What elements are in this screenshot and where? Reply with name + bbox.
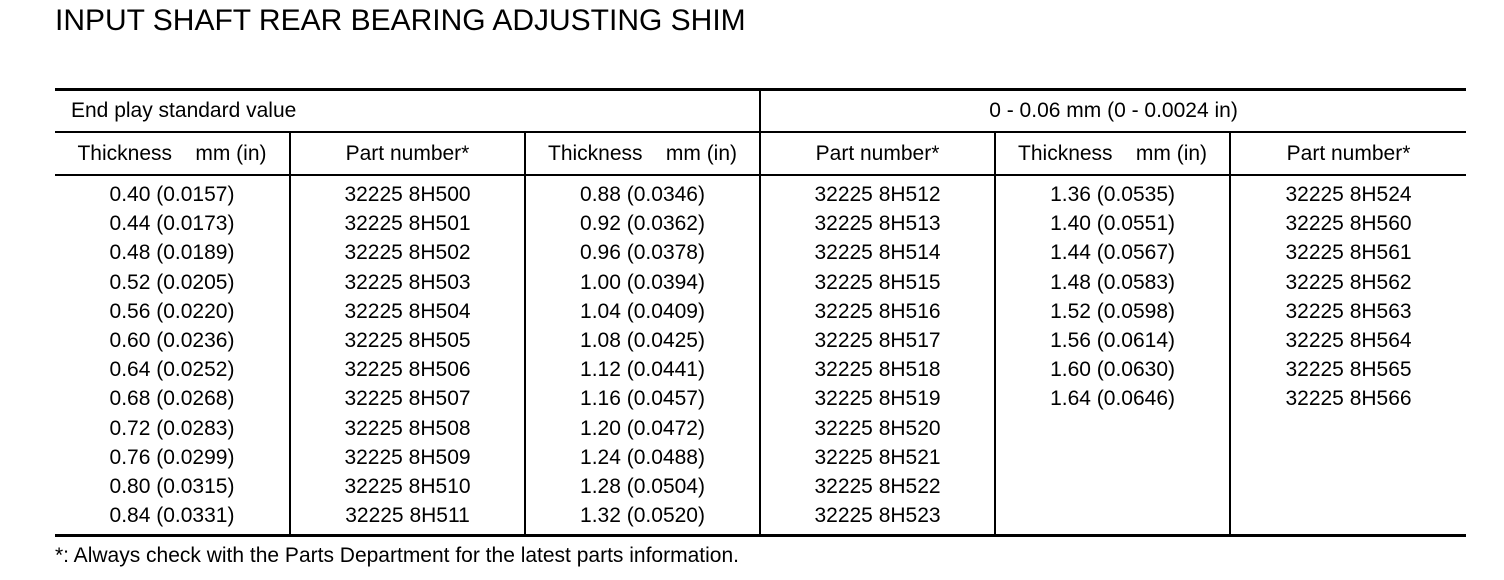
part-number: 32225 8H515: [814, 270, 941, 294]
part-number-header: Part number*: [290, 132, 525, 175]
thickness-value: 0.56 (0.0220): [109, 299, 235, 323]
part-number: 32225 8H563: [1285, 299, 1412, 323]
thickness-value: 0.84 (0.0331): [109, 504, 235, 528]
column-header-row: [55, 132, 1466, 175]
part-number: 32225 8H508: [344, 416, 471, 440]
thickness-value: 0.48 (0.0189): [109, 241, 235, 265]
part-number: 32225 8H520: [814, 416, 941, 440]
thickness-header: Thickness mm (in): [995, 132, 1230, 175]
thickness-value: 1.64 (0.0646): [1050, 387, 1175, 411]
part-number: 32225 8H516: [814, 299, 941, 323]
thickness-value: 1.44 (0.0567): [1050, 241, 1175, 265]
part-number: 32225 8H564: [1285, 328, 1412, 352]
part-number: 32225 8H561: [1285, 241, 1412, 265]
thickness-value: 0.68 (0.0268): [109, 387, 235, 411]
part-number: 32225 8H505: [344, 328, 471, 352]
part-number: 32225 8H524: [1285, 183, 1412, 206]
thickness-value-list: [526, 180, 759, 530]
part-number: 32225 8H509: [344, 445, 471, 469]
part-number: 32225 8H518: [814, 358, 941, 382]
thickness-value: 1.56 (0.0614): [1050, 328, 1175, 352]
part-number: 32225 8H522: [814, 474, 941, 498]
part-number: 32225 8H513: [814, 212, 941, 236]
thickness-header: Thickness mm (in): [525, 132, 760, 175]
thickness-value: 1.24 (0.0488): [580, 445, 705, 469]
thickness-value: 0.88 (0.0346): [580, 183, 705, 206]
thickness-value: 0.64 (0.0252): [109, 358, 235, 382]
part-number: 32225 8H501: [344, 212, 471, 236]
thickness-value: 0.96 (0.0378): [580, 241, 705, 265]
data-row: [55, 175, 1466, 536]
part-number: 32225 8H562: [1285, 270, 1412, 294]
thickness-column-1: [55, 175, 290, 536]
thickness-value: 0.60 (0.0236): [109, 328, 235, 352]
part-column-3: [1230, 175, 1466, 536]
thickness-value: 1.28 (0.0504): [580, 474, 705, 498]
part-number: 32225 8H523: [814, 504, 941, 528]
thickness-value: 1.04 (0.0409): [580, 299, 705, 323]
thickness-value-list: [996, 180, 1229, 414]
thickness-value: 1.00 (0.0394): [580, 270, 705, 294]
part-number-list: [761, 180, 994, 530]
part-number: 32225 8H503: [344, 270, 471, 294]
thickness-value: 0.76 (0.0299): [109, 445, 235, 469]
thickness-value: 0.72 (0.0283): [109, 416, 235, 440]
thickness-value: 1.20 (0.0472): [580, 416, 705, 440]
part-number: 32225 8H502: [344, 241, 471, 265]
part-number: 32225 8H500: [344, 183, 471, 206]
thickness-value: 1.32 (0.0520): [580, 504, 705, 528]
part-number-list: [291, 180, 524, 530]
thickness-value: 0.92 (0.0362): [580, 212, 705, 236]
thickness-column-2: [525, 175, 760, 536]
part-number: 32225 8H521: [814, 445, 941, 469]
thickness-value: 0.40 (0.0157): [109, 183, 235, 206]
thickness-value: 1.60 (0.0630): [1050, 358, 1175, 382]
part-number: 32225 8H510: [344, 474, 471, 498]
part-number: 32225 8H512: [814, 183, 941, 206]
thickness-value: 1.40 (0.0551): [1050, 212, 1175, 236]
thickness-column-3: [995, 175, 1230, 536]
part-number: 32225 8H504: [344, 299, 471, 323]
thickness-value: 1.12 (0.0441): [580, 358, 705, 382]
part-number-list: [1231, 180, 1466, 414]
thickness-value: 1.08 (0.0425): [580, 328, 705, 352]
part-number: 32225 8H566: [1285, 387, 1412, 411]
thickness-value-list: [55, 180, 289, 530]
shim-table: [55, 88, 1466, 537]
thickness-value: 0.80 (0.0315): [109, 474, 235, 498]
part-number: 32225 8H506: [344, 358, 471, 382]
thickness-value: 0.44 (0.0173): [109, 212, 235, 236]
end-play-label: End play standard value: [55, 90, 760, 133]
thickness-value: 1.48 (0.0583): [1050, 270, 1175, 294]
part-number: 32225 8H560: [1285, 212, 1412, 236]
part-number: 32225 8H565: [1285, 358, 1412, 382]
end-play-row: [55, 90, 1466, 133]
end-play-value: 0 - 0.06 mm (0 - 0.0024 in): [760, 90, 1466, 133]
thickness-value: 1.16 (0.0457): [580, 387, 705, 411]
part-number-header: Part number*: [1230, 132, 1466, 175]
part-number: 32225 8H517: [814, 328, 941, 352]
thickness-value: 1.36 (0.0535): [1050, 183, 1175, 206]
part-number: 32225 8H511: [345, 504, 470, 528]
thickness-value: 1.52 (0.0598): [1050, 299, 1175, 323]
page-title: INPUT SHAFT REAR BEARING ADJUSTING SHIM: [55, 4, 746, 37]
footnote: *: Always check with the Parts Department for the latest parts information.: [55, 544, 739, 567]
thickness-header: Thickness mm (in): [55, 132, 290, 175]
part-number-header: Part number*: [760, 132, 995, 175]
part-column-2: [760, 175, 995, 536]
part-number: 32225 8H514: [814, 241, 941, 265]
part-column-1: [290, 175, 525, 536]
part-number: 32225 8H507: [344, 387, 471, 411]
part-number: 32225 8H519: [814, 387, 941, 411]
thickness-value: 0.52 (0.0205): [109, 270, 235, 294]
